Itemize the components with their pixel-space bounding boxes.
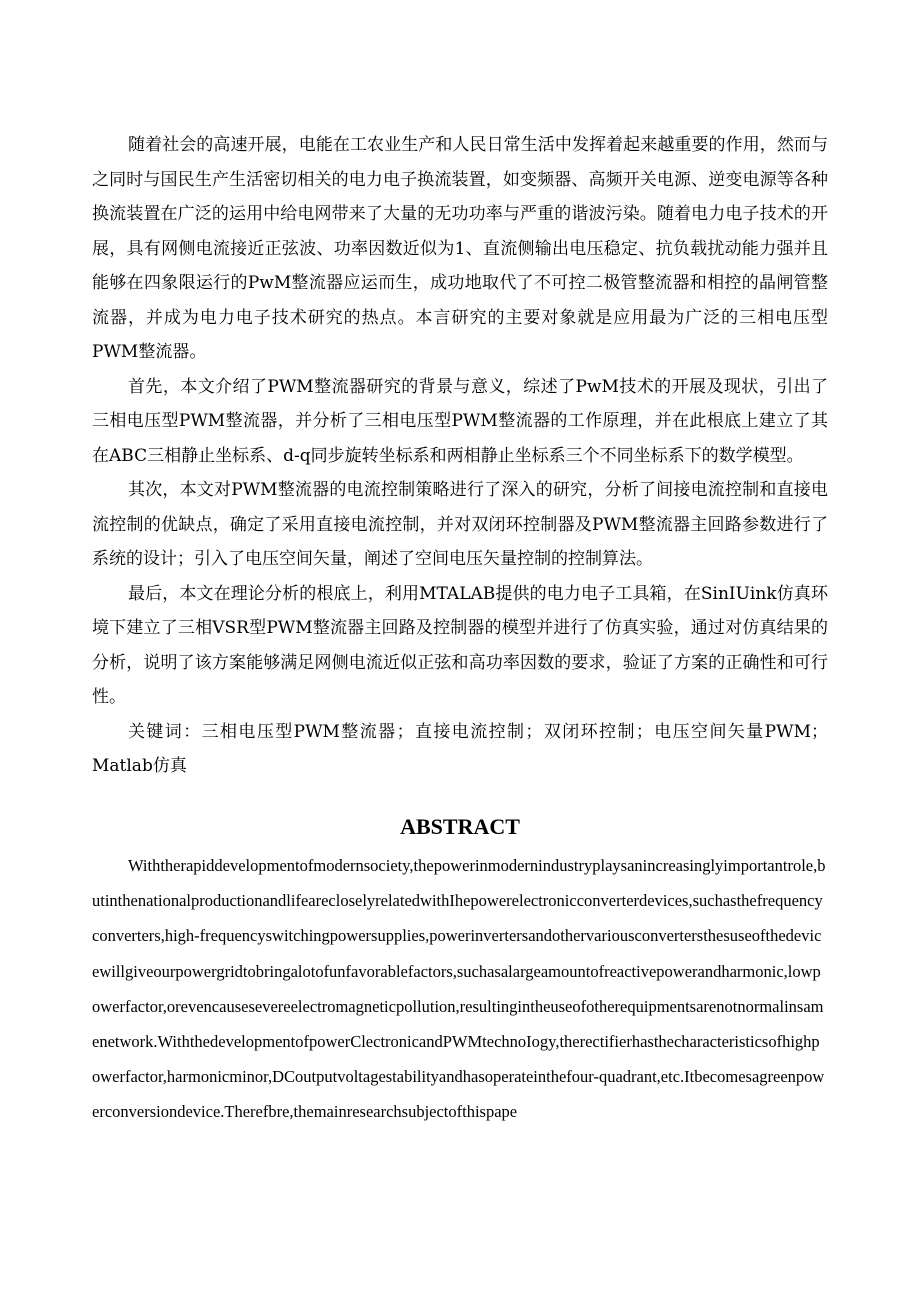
- cn-paragraph-first: 首先，本文介绍了PWM整流器研究的背景与意义，综述了PwM技术的开展及现状，引出了三相电压型PWM整流器，并分析了三相电压型PWM整流器的工作原理，并在此根底上建立了其在ABC三相静止坐标系、d-q同步旋转坐标系和两相静止坐标系三个不同坐标系下的数学模型。: [92, 376, 828, 466]
- cn-paragraph-finally: 最后，本文在理论分析的根底上，利用MTALAB提供的电力电子工具箱，在SinIUink仿真环境下建立了三相VSR型PWM整流器主回路及控制器的模型并进行了仿真实验，通过对仿真结果的分析，说明了该方案能够满足网侧电流近似正弦和高功率因数的要求，验证了方案的正确性和可行性。: [92, 583, 828, 707]
- cn-keywords: 关键词：三相电压型PWM整流器；直接电流控制；双闭环控制；电压空间矢量PWM；Matlab仿真: [92, 721, 828, 776]
- english-abstract: [92, 848, 826, 1130]
- cn-paragraph-intro: 随着社会的高速开展，电能在工农业生产和人民日常生活中发挥着起来越重要的作用，然而与之同时与国民生产生活密切相关的电力电子换流装置，如变频器、高频开关电源、逆变电源等各种换流装置在广泛的运用中给电网带来了大量的无功功率与严重的谐波污染。随着电力电子技术的开展，具有网侧电流接近正弦波、功率因数近似为1、直流侧输出电压稳定、抗负载扰动能力强并且能够在四象限运行的PwM整流器应运而生，成功地取代了不可控二极管整流器和相控的晶闸管整流器，并成为电力电子技术研究的热点。本言研究的主要对象就是应用最为广泛的三相电压型PWM整流器。: [92, 135, 828, 362]
- abstract-heading: ABSTRACT: [400, 814, 520, 839]
- chinese-abstract: [92, 128, 828, 784]
- cn-paragraph-second: 其次，本文对PWM整流器的电流控制策略进行了深入的研究，分析了间接电流控制和直接电流控制的优缺点，确定了采用直接电流控制，并对双闭环控制器及PWM整流器主回路参数进行了系统的设计；引入了电压空间矢量，阐述了空间电压矢量控制的控制算法。: [92, 480, 828, 569]
- en-abstract-body: Withtherapiddevelopmentofmodernsociety,thepowerinmodernindustryplaysanincreasinglyimportantrole,butinthenationalproductionandlifearecloselyrelatedwithIhepowerelectronicconverterdevices,suchasthefrequencyconverters,high-frequencyswitchingpowersupplies,powerinvertersandothervariousconvertersthesuseofthedevicewillgiveourpowergridtobringalotofunfavorablefactors,suchasalargeamountofreactivepowerandharmonic,lowpowerfactor,orevencausesevereelectromagneticpollution,resultingintheuseofotherequipmentsarenotnormalinsamenetwork.WiththedevelopmentofpowerClectronicandPWMtechnoIogy,therectifierhasthecharacteristicsofhighpowerfactor,harmonicminor,DCoutputvoltagestabilityandhasoperateinthefour-quadrant,etc.Itbecomesagreenpowerconversiondevice.Therefbre,themainresearchsubjectofthispape: [92, 856, 826, 1122]
